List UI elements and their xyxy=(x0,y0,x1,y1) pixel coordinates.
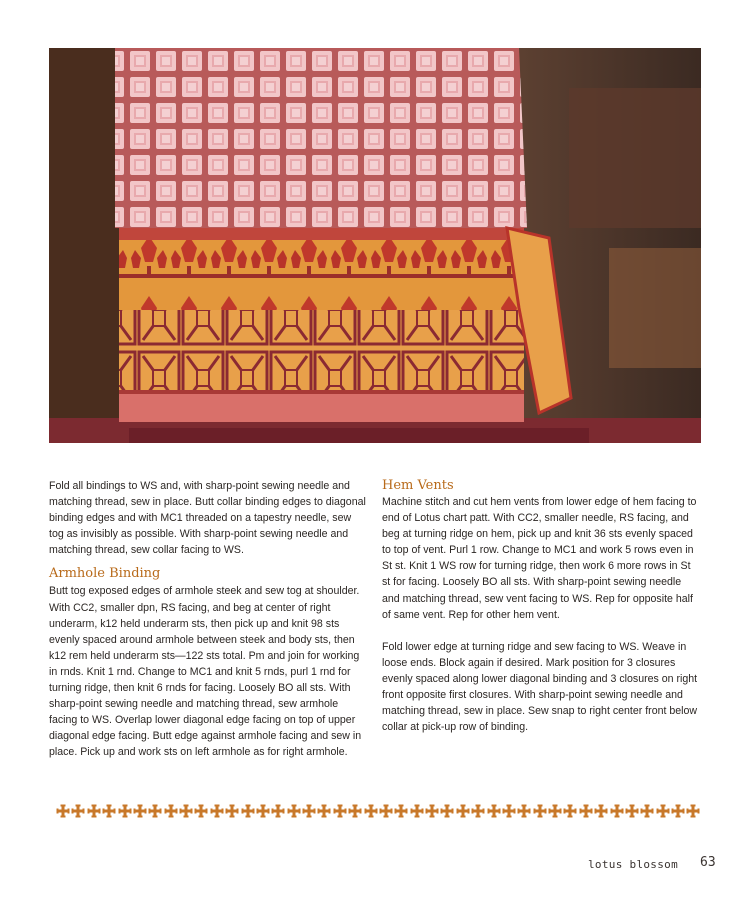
cross-ornament-icon xyxy=(287,804,301,818)
cross-ornament-icon xyxy=(87,804,101,818)
cross-ornament-icon xyxy=(394,804,408,818)
cross-ornament-icon xyxy=(241,804,255,818)
footer-title: lotus blossom xyxy=(588,858,678,871)
cross-ornament-icon xyxy=(102,804,116,818)
cross-ornament-icon xyxy=(71,804,85,818)
cross-ornament-icon xyxy=(502,804,516,818)
cross-ornament-icon xyxy=(610,804,624,818)
cross-ornament-icon xyxy=(133,804,147,818)
cross-ornament-icon xyxy=(148,804,162,818)
cross-ornament-icon xyxy=(271,804,285,818)
cross-ornament-icon xyxy=(348,804,362,818)
armhole-binding-heading: Armhole Binding xyxy=(49,566,161,582)
cross-ornament-icon xyxy=(563,804,577,818)
cross-ornament-icon xyxy=(440,804,454,818)
hem-vents-paragraph: Machine stitch and cut hem vents from lower edge of hem facing to end of Lotus chart patt. With CC2, smaller needle, RS facing, and beg at turning ridge on hem, pick up and knit 36 sts evenly spaced to top of vent. Purl 1 row. Change to MC1 and work 5 rows even in St st. Knit 1 WS row for turning ridge, then work 6 more rows in St st for facing. Loosely BO all sts. With sharp-point sewing needle and matching thread, sew vent facing to WS. Rep for opposite half of same vent. Rep for other hem vent. xyxy=(382,496,697,621)
page-number: 63 xyxy=(700,855,716,870)
cross-ornament-icon xyxy=(210,804,224,818)
cross-ornament-icon xyxy=(456,804,470,818)
cross-ornament-icon xyxy=(333,804,347,818)
cross-ornament-icon xyxy=(686,804,700,818)
cross-ornament-icon xyxy=(179,804,193,818)
cross-ornament-icon xyxy=(594,804,608,818)
sweater-photo xyxy=(49,48,701,443)
left-column xyxy=(49,478,367,761)
cross-ornament-icon xyxy=(517,804,531,818)
cross-ornament-icon xyxy=(640,804,654,818)
cross-ornament-icon xyxy=(194,804,208,818)
cross-ornament-icon xyxy=(548,804,562,818)
cross-ornament-icon xyxy=(533,804,547,818)
hem-vents-heading: Hem Vents xyxy=(382,478,454,493)
cross-ornament-icon xyxy=(656,804,670,818)
cross-ornament-icon xyxy=(56,804,70,818)
cross-ornament-icon xyxy=(164,804,178,818)
right-column xyxy=(382,478,700,735)
cross-ornament-icon xyxy=(225,804,239,818)
cross-ornament-icon xyxy=(364,804,378,818)
cross-ornament-icon xyxy=(471,804,485,818)
armhole-binding-paragraph: Butt tog exposed edges of armhole steek and sew tog at shoulder. With CC2, smaller dpn, RS facing, and beg at center of right underarm, k12 held underarm sts, then pick up and knit 98 sts evenly spaced around armhole between steek and body sts, then k12 rem held underarm sts—122 sts total. Pm and join for working in rnds. Knit 1 rnd. Change to MC1 and knit 5 rnds, purl 1 rnd for turning ridge, then knit 6 rnds for facing. Loosely BO all sts. With sharp-point sewing needle and matching thread, sew armhole facing to WS. Overlap lower diagonal edge facing on top of upper diagonal edge facing. Butt edge against armhole facing and sew in place. Pick up and work sts on left armhole as for right armhole. xyxy=(49,585,362,759)
cross-ornament-icon xyxy=(379,804,393,818)
cross-ornament-icon xyxy=(625,804,639,818)
finishing-paragraph: Fold lower edge at turning ridge and sew facing to WS. Weave in loose ends. Block again if desired. Mark position for 3 closures evenly spaced along lower diagonal binding and 3 closures on right front opposite first closures. With sharp-point sewing needle and matching thread, sew in place. Sew snap to right center front below collar at pick-up row of binding. xyxy=(382,640,698,734)
cross-ornament-icon xyxy=(302,804,316,818)
ornament-divider xyxy=(56,803,701,819)
cross-ornament-icon xyxy=(118,804,132,818)
cross-ornament-icon xyxy=(256,804,270,818)
cross-ornament-icon xyxy=(317,804,331,818)
cross-ornament-icon xyxy=(487,804,501,818)
cross-ornament-icon xyxy=(671,804,685,818)
cross-ornament-icon xyxy=(425,804,439,818)
cross-ornament-icon xyxy=(410,804,424,818)
intro-paragraph: Fold all bindings to WS and, with sharp-point sewing needle and matching thread, sew in place. Butt collar binding edges to diagonal binding edges and with MC1 threaded on a tapestry needle, sew tog as invisibly as possible. With sharp-point sewing needle and matching thread, sew collar facing to WS. xyxy=(49,480,366,557)
cross-ornament-icon xyxy=(579,804,593,818)
